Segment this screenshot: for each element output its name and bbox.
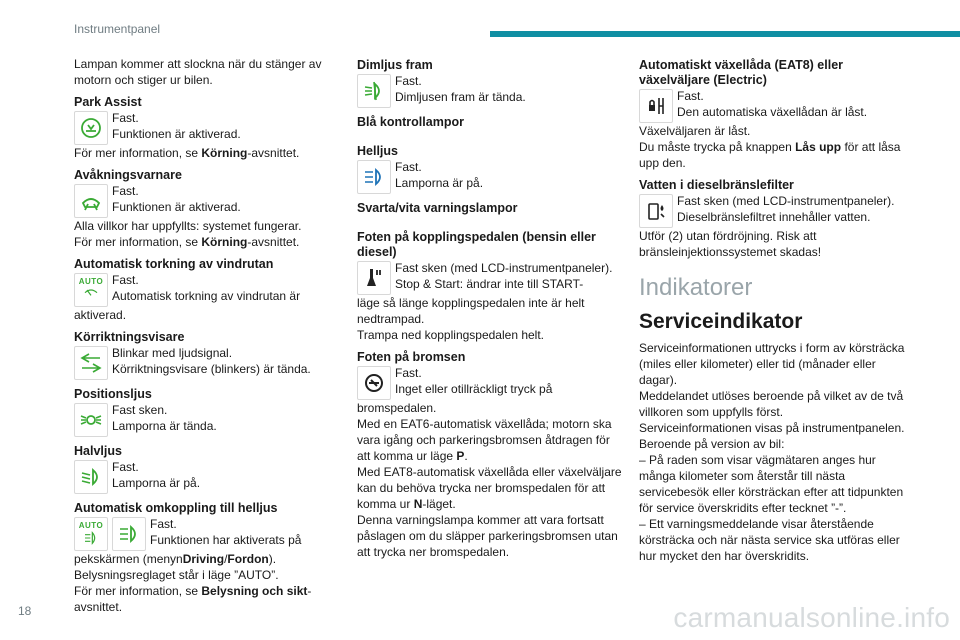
water-item xyxy=(639,193,909,228)
park-more: För mer information, se Körning-avsnittet. xyxy=(74,146,300,160)
blue-lamps-heading: Blå kontrollampor xyxy=(357,115,464,129)
low-beam-item xyxy=(74,459,336,494)
turn-signal-heading: Körriktningsvisare xyxy=(74,330,185,344)
water-line-3: Utför (2) utan fördröjning. Risk att bränsleinjektionssystemet skadas! xyxy=(639,229,822,259)
water-heading: Vatten i dieselbränslefilter xyxy=(639,178,794,192)
service-paragraph-3: Serviceinformationen visas på instrumentpanelen. Beroende på version av bil: xyxy=(639,421,905,451)
park-assist-icon xyxy=(74,111,108,145)
clutch-line-1: Fast sken (med LCD-instrumentpaneler). xyxy=(395,261,613,275)
wipe-line-2: Automatisk torkning av vindrutan är xyxy=(112,289,301,303)
position-light-icon xyxy=(74,403,108,437)
low-line-1: Fast. xyxy=(112,460,139,474)
turn-line-2: Körriktningsvisare (blinkers) är tända. xyxy=(112,362,311,376)
turn-line-1: Blinkar med ljudsignal. xyxy=(112,346,233,360)
dist-line-2: Funktionen är aktiverad. xyxy=(112,200,241,214)
lane-departure-icon xyxy=(74,184,108,218)
clutch-heading: Foten på kopplingspedalen (bensin eller diesel) xyxy=(357,230,596,259)
intro-text: Lampan kommer att slockna när du stänger av motorn och stiger ur bilen. xyxy=(74,57,322,87)
auto-more: För mer information, se Belysning och sikt-avsnittet. xyxy=(74,584,312,614)
column-3 xyxy=(639,56,909,564)
service-paragraph-4: – På raden som visar vägmätaren anges hur många kilometer som återstår till nästa servicebesök eller körsträckan efter att tidpunkten för service överskridits efter tecknet ”-”. xyxy=(639,453,904,515)
brake-line-4: Med en EAT6-automatisk växellåda; motorn ska vara igång och parkeringsbromsen åtdragen för att komma ur läge P. xyxy=(357,417,612,463)
page-number: 18 xyxy=(18,604,32,618)
water-in-fuel-icon xyxy=(639,194,673,228)
lane-departure-heading: Avåkningsvarnare xyxy=(74,168,182,182)
gear-item xyxy=(639,88,909,123)
park-assist-heading: Park Assist xyxy=(74,95,142,109)
service-indicator-heading: Serviceindikator xyxy=(639,310,803,333)
auto-high-beam-heading: Automatisk omkoppling till helljus xyxy=(74,501,278,515)
dist-more: För mer information, se Körning-avsnittet. xyxy=(74,235,300,249)
pos-line-1: Fast sken. xyxy=(112,403,168,417)
high-line-1: Fast. xyxy=(395,160,422,174)
clutch-line-4: Trampa ned kopplingspedalen helt. xyxy=(357,328,545,342)
position-light-item xyxy=(74,402,336,437)
service-paragraph-5: – Ett varningsmeddelande visar återstående körsträcka och när nästa service ska utföras eller hur mycket den har överskridits. xyxy=(639,517,900,563)
high-beam-icon xyxy=(357,160,391,194)
auto-wiper-item xyxy=(74,272,336,307)
gear-heading: Automatiskt växellåda (EAT8) eller växelväljare (Electric) xyxy=(639,58,844,87)
brake-line-5: Med EAT8-automatisk växellåda eller växelväljare kan du behöva trycka ner bromspedalen för att komma ur N-läget. xyxy=(357,465,622,511)
auto-line-2: Funktionen har aktiverats på xyxy=(150,533,302,547)
service-paragraph-1: Serviceinformationen uttrycks i form av körsträcka (miles eller kilometer) eller tid (månader eller dagar). xyxy=(639,341,905,387)
high-beam-item xyxy=(357,159,622,194)
park-assist-item xyxy=(74,110,336,145)
fog-line-2: Dimljusen fram är tända. xyxy=(395,90,526,104)
brake-line-6: Denna varningslampa kommer att vara fortsatt påslagen om du släpper parkeringsbromsen utan att trycka ner bromspedalen. xyxy=(357,513,618,559)
high-beam-small-icon xyxy=(112,517,146,551)
auto-line-3: pekskärmen (menynDriving/Fordon). xyxy=(74,552,277,566)
column-2 xyxy=(357,56,622,560)
fog-line-1: Fast. xyxy=(395,74,422,88)
clutch-line-2: Stop & Start: ändrar inte till START- xyxy=(395,277,584,291)
gear-lock-icon xyxy=(639,89,673,123)
turn-signal-item xyxy=(74,345,336,380)
brake-line-3: bromspedalen. xyxy=(357,401,437,415)
low-beam-heading: Halvljus xyxy=(74,444,122,458)
water-line-2: Dieselbränslefiltret innehåller vatten. xyxy=(677,210,871,224)
auto-high-beam-icon: AUTO xyxy=(74,517,108,551)
gear-line-2: Den automatiska växellådan är låst. xyxy=(677,105,868,119)
gear-line-4: Du måste trycka på knappen Lås upp för att låsa upp den. xyxy=(639,140,901,170)
wipe-line-3: aktiverad. xyxy=(74,308,127,322)
wipe-line-1: Fast. xyxy=(112,273,139,287)
auto-line-4: Belysningsreglaget står i läge ”AUTO”. xyxy=(74,568,279,582)
indicators-heading: Indikatorer xyxy=(639,274,753,301)
front-fog-heading: Dimljus fram xyxy=(357,58,433,72)
clutch-pedal-icon xyxy=(357,261,391,295)
low-line-2: Lamporna är på. xyxy=(112,476,201,490)
running-header: Instrumentpanel xyxy=(74,22,161,36)
dist-line-3: Alla villkor har uppfyllts: systemet fungerar. xyxy=(74,219,302,233)
auto-high-beam-item xyxy=(74,516,336,551)
front-fog-icon xyxy=(357,74,391,108)
brake-pedal-icon xyxy=(357,366,391,400)
brake-line-1: Fast. xyxy=(395,366,422,380)
black-white-lamps-heading: Svarta/vita varningslampor xyxy=(357,201,518,215)
water-line-1: Fast sken (med LCD-instrumentpaneler). xyxy=(677,194,895,208)
high-line-2: Lamporna är på. xyxy=(395,176,484,190)
service-paragraph-2: Meddelandet utlöses beroende på vilket av de två villkoren som uppfylls först. xyxy=(639,389,904,419)
lane-departure-item xyxy=(74,183,336,218)
park-line-1: Fast. xyxy=(112,111,139,125)
position-light-heading: Positionsljus xyxy=(74,387,152,401)
gear-line-3: Växelväljaren är låst. xyxy=(639,124,751,138)
watermark: carmanualsonline.info xyxy=(673,602,950,633)
brake-heading: Foten på bromsen xyxy=(357,350,466,364)
front-fog-item xyxy=(357,73,622,108)
brake-line-2: Inget eller otillräckligt tryck på xyxy=(395,382,553,396)
clutch-line-3: läge så länge kopplingspedalen inte är helt nedtrampad. xyxy=(357,296,585,326)
gear-line-1: Fast. xyxy=(677,89,704,103)
pos-line-2: Lamporna är tända. xyxy=(112,419,217,433)
auto-line-1: Fast. xyxy=(150,517,177,531)
auto-wiper-icon: AUTO xyxy=(74,273,108,307)
turn-signal-icon xyxy=(74,346,108,380)
clutch-item xyxy=(357,260,622,295)
column-1 xyxy=(74,56,336,615)
auto-wiper-heading: Automatisk torkning av vindrutan xyxy=(74,257,274,271)
brake-item xyxy=(357,365,622,400)
header-accent-bar xyxy=(490,31,960,37)
low-beam-icon xyxy=(74,460,108,494)
park-line-2: Funktionen är aktiverad. xyxy=(112,127,241,141)
high-beam-heading: Helljus xyxy=(357,144,398,158)
dist-line-1: Fast. xyxy=(112,184,139,198)
